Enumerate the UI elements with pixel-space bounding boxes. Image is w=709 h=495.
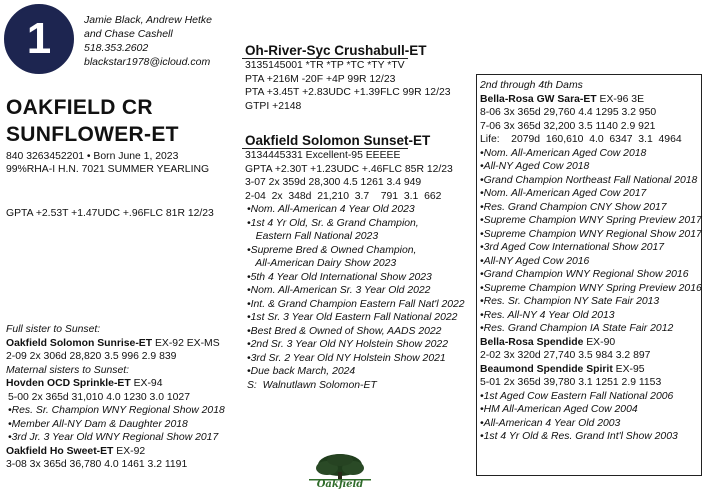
animal-name-line1: OAKFIELD CR xyxy=(6,96,153,119)
second-dam-note: •Supreme Champion WNY Spring Preview 2017 xyxy=(480,215,702,226)
dam-note: •5th 4 Year Old International Show 2023 xyxy=(247,271,432,283)
dam-note: •1st 4 Yr Old, Sr. & Grand Champion, xyxy=(247,217,419,229)
maternal-sister-1-heading xyxy=(6,377,225,391)
dam-sire: S: Walnutlawn Solomon-ET xyxy=(247,379,377,391)
third-dam-record: 2-02 3x 320d 27,740 3.5 984 3.2 897 xyxy=(480,350,651,361)
oakfield-logo xyxy=(303,452,377,490)
second-dam-note: •Res. Grand Champion IA State Fair 2012 xyxy=(480,323,674,334)
consignor-names-2: and Chase Cashell xyxy=(84,28,173,40)
fourth-dam-record: 5-01 2x 365d 39,780 3.1 1251 2.9 1153 xyxy=(480,377,662,388)
fourth-dam-score: EX-95 xyxy=(612,363,645,375)
consignor-names: Jamie Black, Andrew Hetke xyxy=(84,14,212,26)
second-dam-record: 8-06 3x 365d 29,760 4.4 1295 3.2 950 xyxy=(480,107,657,118)
full-sister-name: Oakfield Solomon Sunrise-ET xyxy=(6,337,153,349)
fourth-dam-name: Beaumond Spendide Spirit xyxy=(480,363,613,375)
second-dam-record: 7-06 3x 365d 32,200 3.5 1140 2.9 921 xyxy=(480,120,656,132)
dam-record: 2-04 2x 348d 21,210 3.7 791 3.1 662 xyxy=(245,190,442,202)
animal-rha: 99%RHA-I H.N. 7021 SUMMER YEARLING xyxy=(6,164,210,175)
lot-number-badge xyxy=(4,4,74,74)
lot-number: 1 xyxy=(26,14,52,63)
sibling-section xyxy=(6,323,225,472)
dam-name: Oakfield Solomon Sunset-ET xyxy=(245,133,431,148)
dams-box xyxy=(476,74,702,476)
sire-divider xyxy=(242,58,408,59)
consignor-email: blackstar1978@icloud.com xyxy=(84,56,211,68)
maternal-sister-1-note: •Member All-NY Dam & Daughter 2018 xyxy=(8,418,188,430)
second-dam-note: •Grand Champion Northeast Fall National 2018 xyxy=(480,174,698,186)
dam-note: •3rd Sr. 2 Year Old NY Holstein Show 2021 xyxy=(247,352,446,364)
dam-note: •Best Bred & Owned of Show, AADS 2022 xyxy=(247,325,442,337)
maternal-sister-1-note: •3rd Jr. 3 Year Old WNY Regional Show 2017 xyxy=(8,432,219,443)
dam-note: •Int. & Grand Champion Eastern Fall Nat'l 2022 xyxy=(247,298,465,310)
sire-gtpi: GTPI +2148 xyxy=(245,100,302,112)
second-dam-lifetime: Life: 2079d 160,610 4.0 6347 3.1 4964 xyxy=(480,134,682,145)
dams-box-header: 2nd through 4th Dams xyxy=(480,80,583,91)
dam-registration: 3134445331 Excellent-95 EEEEE xyxy=(245,150,401,161)
full-sister-score: EX-92 EX-MS xyxy=(152,337,220,349)
sire-name: Oh-River-Syc Crushabull-ET xyxy=(245,43,427,58)
dam-note: •1st Sr. 3 Year Old Eastern Fall National 2022 xyxy=(247,312,458,323)
maternal-sister-1-name: Hovden OCD Sprinkle-ET xyxy=(6,378,131,389)
dam-record: 3-07 2x 359d 28,300 4.5 1261 3.4 949 xyxy=(245,177,422,188)
dam-note: All-American Dairy Show 2023 xyxy=(247,258,397,269)
second-dam-note: •Supreme Champion WNY Spring Preview 2016 xyxy=(480,282,702,294)
consignor-phone: 518.353.2602 xyxy=(84,42,149,54)
second-dam-note: •3rd Aged Cow International Show 2017 xyxy=(480,242,665,253)
consignor-info xyxy=(84,13,212,69)
sire-pta-type: PTA +3.45T +2.83UDC +1.39FLC 99R 12/23 xyxy=(245,87,451,98)
fourth-dam-heading xyxy=(480,363,701,377)
second-dam-note: •Res. Grand Champion CNY Show 2017 xyxy=(480,201,667,213)
maternal-sister-1-note: •Res. Sr. Champion WNY Regional Show 2018 xyxy=(8,405,225,416)
second-dam-note: •All-NY Aged Cow 2016 xyxy=(480,255,590,267)
animal-registration: 840 3263452201 • Born June 1, 2023 xyxy=(6,151,179,162)
animal-gpta: GPTA +2.53T +1.47UDC +.96FLC 81R 12/23 xyxy=(6,208,214,219)
dam-note: •Nom. All-American Sr. 3 Year Old 2022 xyxy=(247,285,431,296)
animal-name xyxy=(6,94,179,148)
fourth-dam-note: •1st 4 Yr Old & Res. Grand Int'l Show 2003 xyxy=(480,431,678,442)
logo-text: Oakfield xyxy=(316,479,364,490)
third-dam-heading xyxy=(480,336,701,350)
second-dam-note: •Supreme Champion WNY Regional Show 2017 xyxy=(480,228,702,240)
maternal-sister-1-record: 5-00 2x 365d 31,010 4.0 1230 3.0 1027 xyxy=(8,391,190,403)
dam-section xyxy=(245,133,465,392)
fourth-dam-note: •All-American 4 Year Old 2003 xyxy=(480,417,621,429)
dam-note: •Nom. All-American 4 Year Old 2023 xyxy=(247,204,415,215)
second-dam-note: •Nom. All-American Aged Cow 2017 xyxy=(480,188,647,199)
sire-pta: PTA +216M -20F +4P 99R 12/23 xyxy=(245,73,396,85)
sire-section xyxy=(245,43,451,113)
full-sister-heading xyxy=(6,337,225,351)
dam-gpta: GPTA +2.30T +1.23UDC +.46FLC 85R 12/23 xyxy=(245,163,453,175)
fourth-dam-note: •HM All-American Aged Cow 2004 xyxy=(480,404,638,415)
full-sister-label: Full sister to Sunset: xyxy=(6,324,101,335)
dam-note: •Supreme Bred & Owned Champion, xyxy=(247,244,417,256)
maternal-sister-2-score: EX-92 xyxy=(113,445,146,457)
second-dam-note: •All-NY Aged Cow 2018 xyxy=(480,161,590,172)
maternal-sister-1-score: EX-94 xyxy=(130,378,163,389)
dam-note: •Due back March, 2024 xyxy=(247,366,356,377)
second-dam-score: EX-96 3E xyxy=(596,93,645,105)
second-dam-heading xyxy=(480,93,701,107)
maternal-sisters-label: Maternal sisters to Sunset: xyxy=(6,364,130,376)
dam-note: •2nd Sr. 3 Year Old NY Holstein Show 2022 xyxy=(247,339,448,350)
maternal-sister-2-heading xyxy=(6,445,225,459)
second-dam-note: •Res. All-NY 4 Year Old 2013 xyxy=(480,309,615,321)
second-dam-note: •Grand Champion WNY Regional Show 2016 xyxy=(480,269,689,280)
third-dam-name: Bella-Rosa Spendide xyxy=(480,336,584,348)
maternal-sister-2-record: 3-08 3x 365d 36,780 4.0 1461 3.2 1191 xyxy=(6,459,188,470)
second-dam-note: •Res. Sr. Champion NY Sate Fair 2013 xyxy=(480,296,660,307)
second-dam-note: •Nom. All-American Aged Cow 2018 xyxy=(480,147,647,159)
dam-divider xyxy=(242,148,408,149)
third-dam-score: EX-90 xyxy=(583,336,616,348)
maternal-sister-2-name: Oakfield Ho Sweet-ET xyxy=(6,445,114,457)
animal-name-line2: SUNFLOWER-ET xyxy=(6,123,179,146)
full-sister-record: 2-09 2x 306d 28,820 3.5 996 2.9 839 xyxy=(6,351,177,362)
dam-note: Eastern Fall National 2023 xyxy=(247,231,379,242)
fourth-dam-note: •1st Aged Cow Eastern Fall National 2006 xyxy=(480,390,674,402)
sire-registration: 3135145001 *TR *TP *TC *TY *TV xyxy=(245,60,405,71)
second-dam-name: Bella-Rosa GW Sara-ET xyxy=(480,93,597,105)
